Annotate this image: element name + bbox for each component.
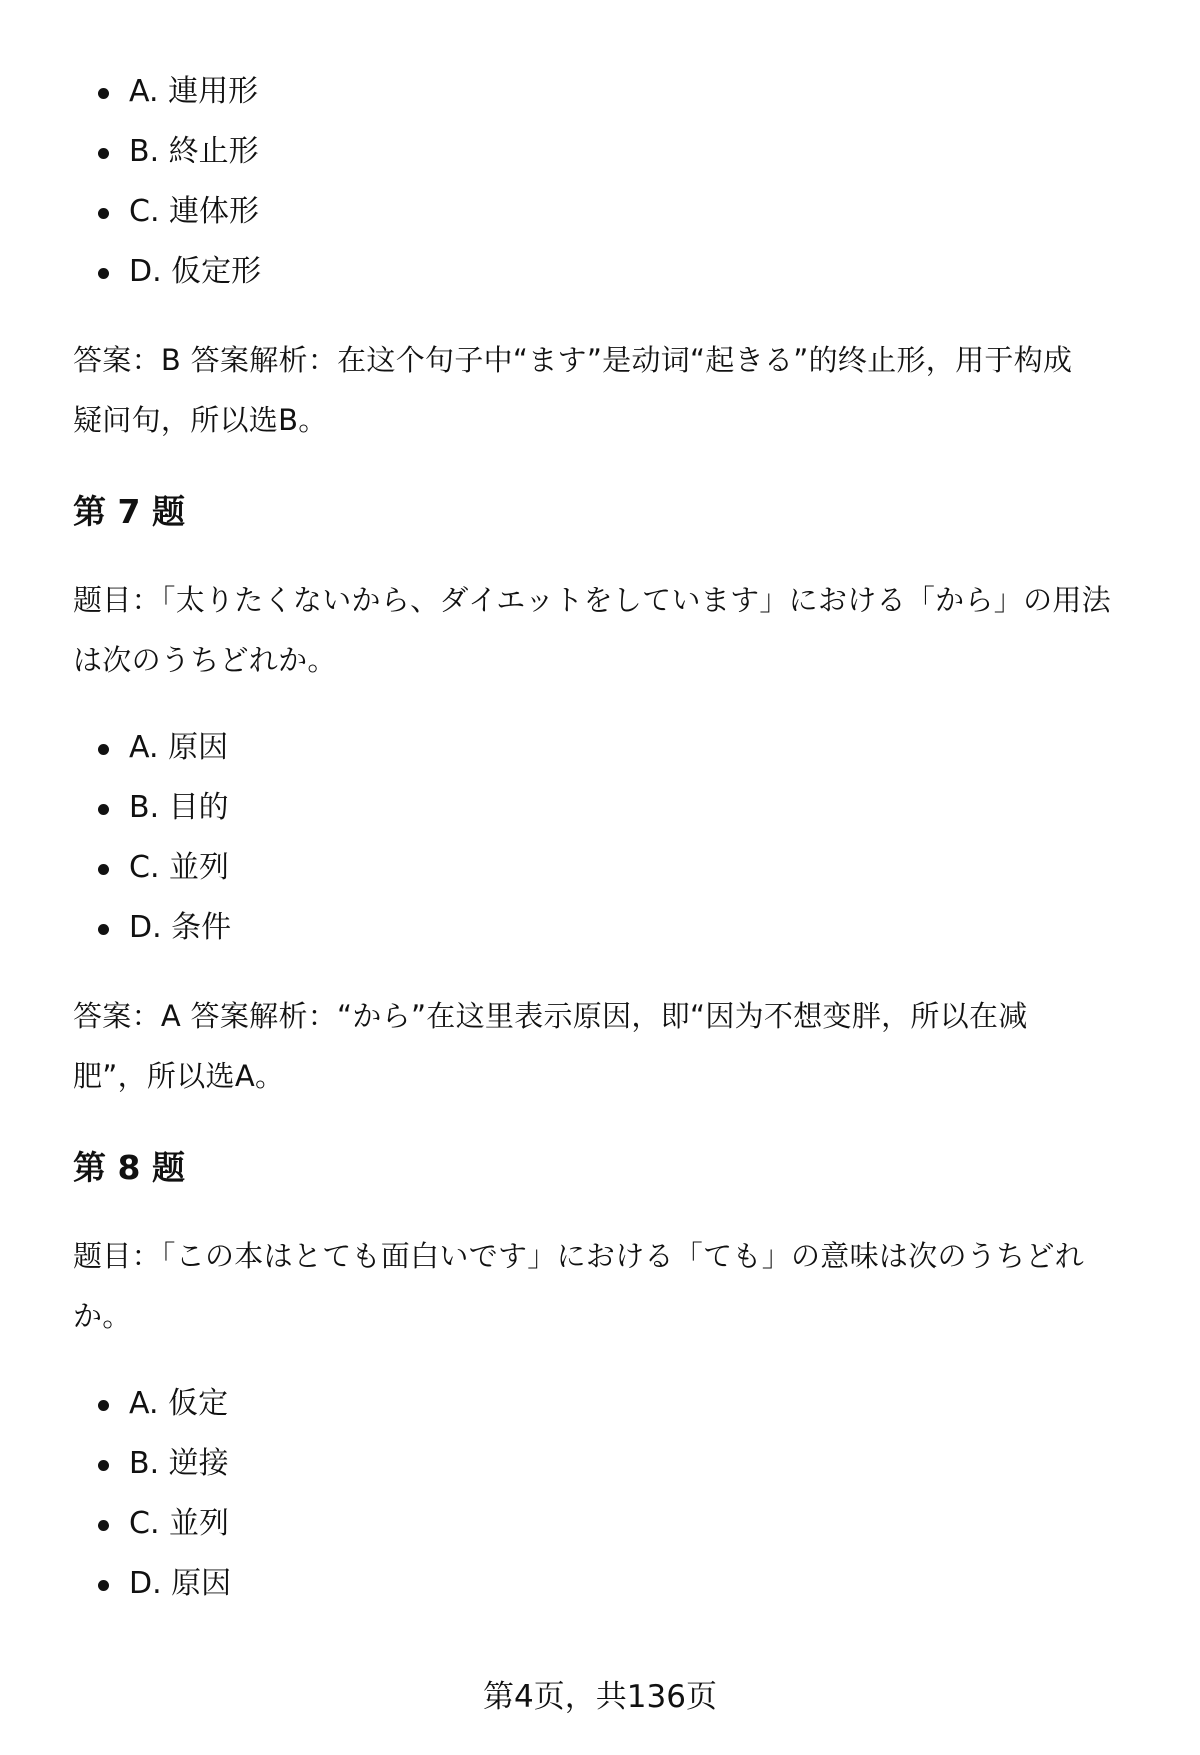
options-list-q7 bbox=[73, 718, 1153, 958]
options-list-q6 bbox=[73, 62, 1153, 302]
option-a: A. 原因 bbox=[73, 718, 1153, 778]
options-list-q8 bbox=[73, 1374, 1153, 1614]
option-d: D. 条件 bbox=[73, 898, 1153, 958]
option-b: B. 目的 bbox=[73, 778, 1153, 838]
question-8-heading: 第 8 题 bbox=[73, 1148, 185, 1187]
document-page bbox=[73, 62, 1153, 1614]
option-c: C. 並列 bbox=[73, 1494, 1153, 1554]
question-7-text bbox=[73, 570, 1153, 690]
question-7-heading: 第 7 题 bbox=[73, 492, 185, 531]
option-b: B. 終止形 bbox=[73, 122, 1153, 182]
answer-q6-line1: 答案：B 答案解析：在这个句子中“ます”是动词“起きる”的终止形，用于构成 bbox=[73, 343, 1073, 377]
question-7-line2: は次のうちどれか。 bbox=[73, 643, 337, 677]
option-a: A. 仮定 bbox=[73, 1374, 1153, 1434]
option-d: D. 原因 bbox=[73, 1554, 1153, 1614]
question-8-line2: か。 bbox=[73, 1299, 132, 1333]
option-c: C. 連体形 bbox=[73, 182, 1153, 242]
answer-q6-line2: 疑问句，所以选B。 bbox=[73, 403, 328, 437]
question-8-text bbox=[73, 1226, 1153, 1346]
option-d: D. 仮定形 bbox=[73, 242, 1153, 302]
answer-q6 bbox=[73, 330, 1153, 450]
answer-q7-line2: 肥”，所以选A。 bbox=[73, 1059, 285, 1093]
answer-q7-line1: 答案：A 答案解析：“から”在这里表示原因，即“因为不想变胖，所以在减 bbox=[73, 999, 1028, 1033]
option-b: B. 逆接 bbox=[73, 1434, 1153, 1494]
question-7-line1: 题目：「太りたくないから、ダイエットをしています」における「から」の用法 bbox=[73, 583, 1111, 617]
answer-q7 bbox=[73, 986, 1153, 1106]
option-a: A. 連用形 bbox=[73, 62, 1153, 122]
page-number-footer: 第4页，共136页 bbox=[483, 1679, 717, 1715]
question-8-line1: 题目：「この本はとても面白いです」における「ても」の意味は次のうちどれ bbox=[73, 1239, 1085, 1273]
option-c: C. 並列 bbox=[73, 838, 1153, 898]
